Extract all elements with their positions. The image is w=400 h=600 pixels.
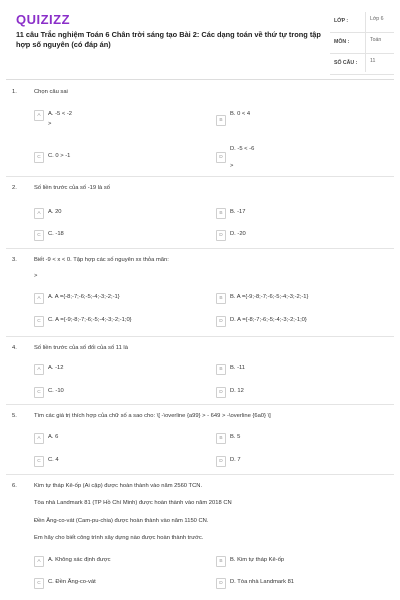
option-letter: D [216,578,226,589]
option-text: B. -11 [230,365,246,371]
option-text: B. 0 < 4 [230,111,251,117]
meta-panel [330,12,394,75]
option-text: A. -12 [48,365,64,371]
option-letter: B [216,293,226,304]
option-subtext: > [230,163,234,169]
question-divider [6,176,394,177]
option-letter: B [216,364,226,375]
option-letter: B [216,433,226,444]
option-text: C. Đền Ăng-co-vát [48,579,96,585]
meta-row-grade [330,12,394,33]
meta-value: Toán [370,37,382,43]
option-text: B. A ={-9;-8;-7;-6;-5;-4;-3;-2;-1} [230,294,309,300]
option-letter: C [34,387,44,398]
question-text-line: Em hãy cho biết công trình xây dựng nào được hoàn thành trước. [34,535,204,541]
option-letter: B [216,115,226,126]
option-letter: D [216,456,226,467]
question-text: Kim tự tháp Kê-ốp (Ai cập) được hoàn thành vào năm 2560 TCN. [34,483,203,489]
option-text: D. 7 [230,457,241,463]
question-number: 2. [12,185,17,191]
option-subtext: > [48,121,52,127]
meta-row-count [330,54,394,75]
question-text-line: Tòa nhà Landmark 81 (TP Hồ Chí Minh) được hoàn thành vào năm 2018 CN [34,500,232,506]
meta-label: LỚP : [334,18,349,24]
question-text-line: Đền Ăng-co-vát (Cam-pu-chia) được hoàn thành vào năm 1150 CN. [34,518,209,524]
header-divider [6,79,394,80]
question-divider [6,248,394,249]
option-text: C. A ={-9;-8;-7;-6;-5;-4;-3;-2;-1;0} [48,317,132,323]
question-divider [6,404,394,405]
meta-label: MÔN : [334,39,350,45]
option-letter: D [216,387,226,398]
option-letter: A [34,433,44,444]
option-letter: A [34,208,44,219]
option-text: A. -5 < -2 [48,111,73,117]
question-number: 4. [12,345,17,351]
question-number: 5. [12,413,17,419]
option-text: A. 20 [48,209,62,215]
option-text: C. 4 [48,457,59,463]
question-divider [6,474,394,475]
option-text: C. 0 > -1 [48,153,71,159]
question-text: Số liền trước của số đối của số 11 là [34,345,128,351]
option-letter: B [216,208,226,219]
question-divider [6,336,394,337]
option-letter: A [34,110,44,121]
option-letter: C [34,456,44,467]
question-text: Chọn câu sai [34,89,68,95]
option-letter: C [34,316,44,327]
question-text: Biết -9 < x < 0. Tập hợp các số nguyên xx thỏa mãn: [34,257,169,263]
option-letter: C [34,152,44,163]
option-letter: D [216,316,226,327]
option-text: A. Không xác định được [48,557,111,563]
question-text-line: > [34,273,38,279]
option-text: D. A ={-8;-7;-6;-5;-4;-3;-2;-1;0} [230,317,307,323]
option-text: B. Kim tự tháp Kê-ốp [230,557,285,563]
option-letter: A [34,556,44,567]
option-text: A. 6 [48,434,59,440]
option-text: B. 5 [230,434,241,440]
option-letter: D [216,230,226,241]
question-number: 3. [12,257,17,263]
question-text: Số liền trước của số -19 là số [34,185,110,191]
option-text: D. 12 [230,388,244,394]
quizizz-logo[interactable]: QUIZIZZ [16,12,71,27]
option-letter: A [34,293,44,304]
question-number: 1. [12,89,17,95]
option-letter: C [34,230,44,241]
option-letter: D [216,152,226,163]
option-letter: C [34,578,44,589]
option-text: A. A ={-8;-7;-6;-5;-4;-3;-2;-1} [48,294,120,300]
meta-value: 11 [370,58,376,64]
page-title: 11 câu Trắc nghiệm Toán 6 Chân trời sáng tạo Bài 2: Các dạng toán về thứ tự trong tập hợp số nguyên (có đáp án) [16,30,321,49]
worksheet-header [0,0,400,72]
option-text: C. -18 [48,231,64,237]
question-number: 6. [12,483,17,489]
option-text: C. -10 [48,388,64,394]
meta-row-subject [330,33,394,54]
option-text: D. -5 < -6 [230,146,255,152]
option-letter: A [34,364,44,375]
option-text: B. -17 [230,209,246,215]
option-text: D. -20 [230,231,246,237]
option-text: D. Tòa nhà Landmark 81 [230,579,295,585]
option-letter: B [216,556,226,567]
meta-label: SỐ CÂU : [334,60,358,66]
question-text: Tìm các giá trị thích hợp của chữ số a sao cho: \[ -\overline {a99} > - 649 > -\overline {6a0} \] [34,413,271,419]
meta-value: Lớp 6 [370,16,384,22]
